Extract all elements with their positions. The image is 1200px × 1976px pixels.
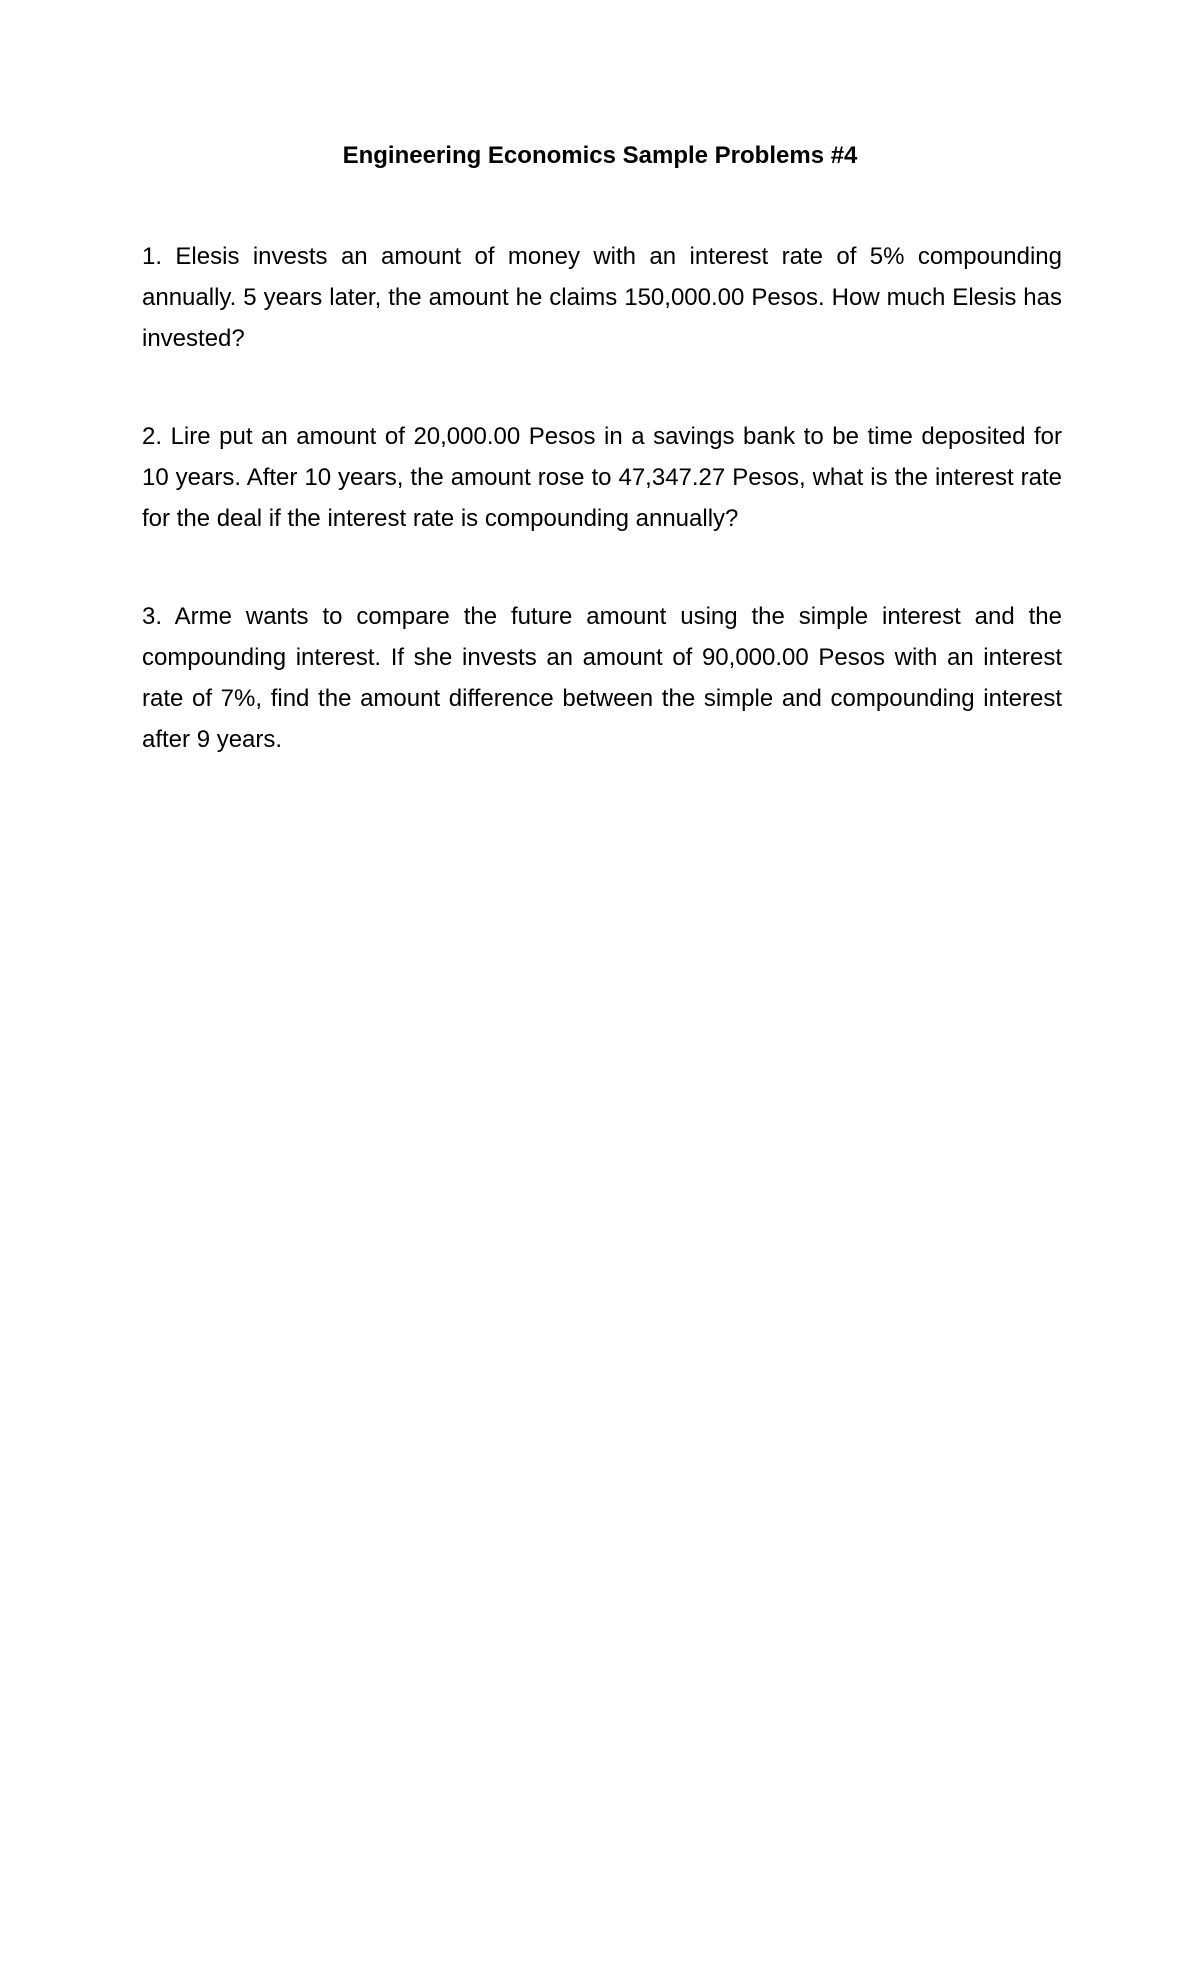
problem-1: 1. Elesis invests an amount of money with an interest rate of 5% compounding annually. 5 years later, the amount he claims 150,000.00 Pesos. How much Elesis has invested? <box>142 243 1062 352</box>
problem-2: 2. Lire put an amount of 20,000.00 Pesos in a savings bank to be time deposited for 10 years. After 10 years, the amount rose to 47,347.27 Pesos, what is the interest rate for the deal if the interest rate is compounding annually? <box>142 423 1062 532</box>
problem-3: 3. Arme wants to compare the future amount using the simple interest and the compounding interest. If she invests an amount of 90,000.00 Pesos with an interest rate of 7%, find the amount difference between the simple and compounding interest after 9 years. <box>142 603 1062 753</box>
document-title: Engineering Economics Sample Problems #4 <box>342 142 858 169</box>
